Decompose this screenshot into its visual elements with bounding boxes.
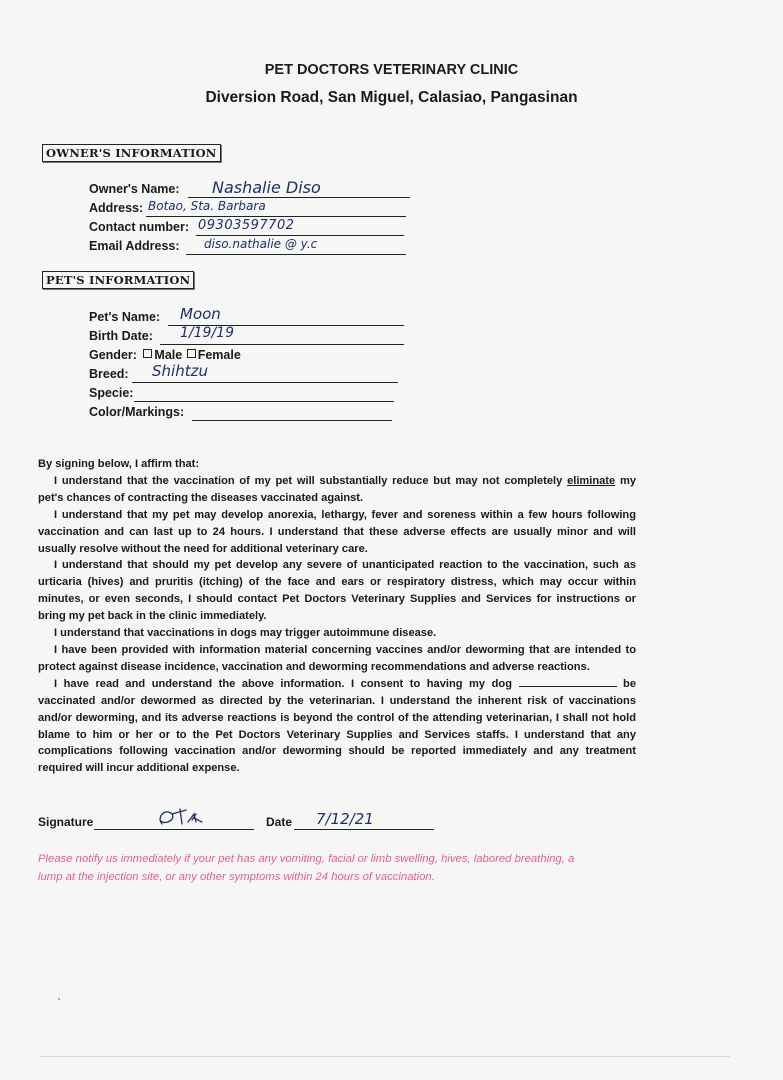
signature-label: Signature xyxy=(38,815,94,829)
gender-label: Gender: xyxy=(89,348,137,362)
signature-scribble[interactable] xyxy=(152,806,208,832)
breed-value[interactable]: Shihtzu xyxy=(152,362,208,380)
date-line xyxy=(294,829,434,830)
clinic-name: PET DOCTORS VETERINARY CLINIC xyxy=(264,62,519,78)
date-value[interactable]: 7/12/21 xyxy=(316,810,374,828)
breed-label: Breed: xyxy=(89,367,129,381)
notice-text: Please notify us immediately if your pet has any vomiting, facial or limb swelling, hives, labored breathing, a lump at the injection site, or any other symptoms within 24 hours of vaccination. xyxy=(38,853,575,883)
gender-male-checkbox[interactable] xyxy=(143,349,152,358)
gender-female-label: Female xyxy=(197,348,241,362)
affirmation-p4: I understand that vaccinations in dogs may trigger autoimmune disease. xyxy=(54,627,437,640)
affirmation-intro: By signing below, I affirm that: xyxy=(38,458,200,470)
footer-divider xyxy=(40,1056,730,1057)
pet-name-value[interactable]: Moon xyxy=(180,305,221,323)
dog-name-blank[interactable] xyxy=(519,676,617,687)
date-label: Date xyxy=(266,815,293,829)
color-markings-label: Color/Markings: xyxy=(89,405,185,419)
birth-date-label: Birth Date: xyxy=(89,329,153,343)
email-label: Email Address: xyxy=(89,239,180,253)
affirmation-p5: I have been provided with information material concerning vaccines and/or deworming that are intended to protect against disease incidence, vaccination and deworming recommendations and adverse reactions. xyxy=(38,643,636,673)
pet-name-label: Pet's Name: xyxy=(89,310,161,324)
address-line xyxy=(146,216,406,217)
address-value[interactable]: Botao, Sta. Barbara xyxy=(148,199,266,213)
specie-line xyxy=(134,401,394,402)
gender-row xyxy=(89,348,241,362)
color-markings-line xyxy=(192,420,392,421)
gender-female-checkbox[interactable] xyxy=(187,349,196,358)
affirmation-p1: I understand that the vaccination of my pet will substantially reduce but may not completely eliminate my pet's chances of contracting the diseases vaccinated against. xyxy=(38,474,636,504)
clinic-address: Diversion Road, San Miguel, Calasiao, Pangasinan xyxy=(205,89,578,106)
affirmation-text xyxy=(38,456,636,777)
email-line xyxy=(186,254,406,255)
gender-male-label: Male xyxy=(154,348,183,362)
owner-section-title: OWNER'S INFORMATION xyxy=(42,144,221,162)
scan-speck xyxy=(58,998,60,1000)
owner-name-value[interactable]: Nashalie Diso xyxy=(212,178,321,197)
affirmation-p2: I understand that my pet may develop anorexia, lethargy, fever and soreness within a few hours following vaccination and can last up to 24 hours. I understand that these adverse effects are usually minor and will usually resolve without the need for additional veterinary care. xyxy=(38,508,636,555)
owner-name-label: Owner's Name: xyxy=(89,182,180,196)
contact-line xyxy=(196,235,404,236)
address-label: Address: xyxy=(89,201,144,215)
birth-date-line xyxy=(160,344,404,345)
affirmation-p6: I have read and understand the above information. I consent to having my dog be vaccinated and/or dewormed as directed by the veterinarian. I understand the inherent risk of vaccinations and/or deworming, and its adverse reactions is beyond the control of the attending veterinarian, I shall not hold blame to him or her or to the Pet Doctors Veterinary Supplies and Services staffs. I understand that any complications following vaccination and/or deworming should be reported immediately and any treatment required will incur additional expense. xyxy=(38,677,637,775)
contact-value[interactable]: 09303597702 xyxy=(198,218,295,233)
affirmation-p3: I understand that should my pet develop any severe of unanticipated reaction to the vaccination, such as urticaria (hives) and pruritis (itching) of the face and ears or respiratory distress, which may occur within minutes, or even seconds, I should contact Pet Doctors Veterinary Supplies and Services for instructions or bring my pet back in the clinic immediately. xyxy=(38,559,636,623)
email-value[interactable]: diso.nathalie @ y.c xyxy=(204,237,318,251)
owner-name-line xyxy=(188,197,410,198)
pet-section-title: PET'S INFORMATION xyxy=(42,271,194,289)
specie-label: Specie: xyxy=(89,386,134,400)
birth-date-value[interactable]: 1/19/19 xyxy=(180,325,234,341)
contact-label: Contact number: xyxy=(89,220,189,234)
breed-line xyxy=(132,382,398,383)
